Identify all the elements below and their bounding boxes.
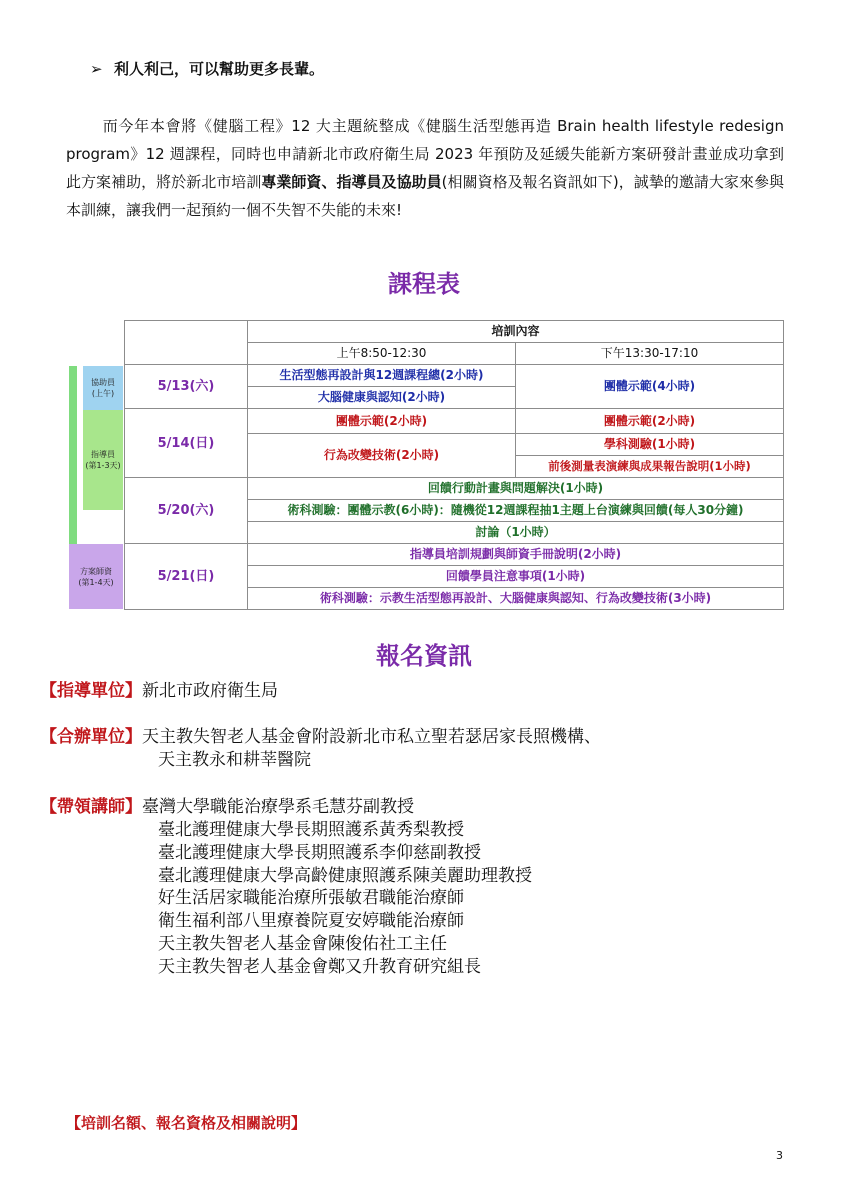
table-corner xyxy=(125,321,248,365)
header-training-content: 培訓內容 xyxy=(248,321,784,343)
date-5-14: 5/14(日) xyxy=(125,409,248,478)
guide-unit-value: 新北市政府衛生局 xyxy=(142,681,278,701)
d2-am-2: 行為改變技術(2小時) xyxy=(248,434,516,478)
guide-unit-tag: 【指導單位】 xyxy=(40,681,142,701)
band-assistant-label: 協助員 (上午) xyxy=(83,366,123,410)
header-afternoon: 下午13:30-17:10 xyxy=(516,343,784,365)
lecturer-item: 臺灣大學職能治療學系毛慧芬副教授 xyxy=(142,797,414,817)
intro-text-2: (相關資格及報名資訊如下)，誠摯的邀請大家來參與本訓練，讓我們一起預約一個不失智不失能的未來! xyxy=(66,173,784,219)
band-program-teacher xyxy=(69,544,123,609)
co-organizer-line-1: 天主教失智老人基金會附設新北市私立聖若瑟居家長照機構、 xyxy=(142,727,601,747)
d4-row-2: 回饋學員注意事項(1小時) xyxy=(248,566,784,588)
band-instructor-label: 指導員 (第1-3天) xyxy=(83,410,123,510)
lecturer-item: 天主教失智老人基金會鄭又升教育研究組長 xyxy=(158,957,481,977)
header-morning: 上午8:50-12:30 xyxy=(248,343,516,365)
registration-title: 報名資訊 xyxy=(376,642,472,670)
d2-pm-1: 團體示範(2小時) xyxy=(516,409,784,434)
co-organizer-line-2: 天主教永和耕莘醫院 xyxy=(158,750,311,770)
lecturer-item: 臺北護理健康大學長期照護系黃秀梨教授 xyxy=(158,820,464,840)
d3-row-2: 術科測驗：團體示教(6小時)：隨機從12週課程抽1主題上台演練與回饋(每人30分鐘) xyxy=(248,500,784,522)
page-number: 3 xyxy=(776,1149,783,1162)
lecturers-tag: 【帶領講師】 xyxy=(40,797,142,817)
d2-pm-3: 前後測量表演練與成果報告說明(1小時) xyxy=(516,456,784,478)
lecturer-item: 天主教失智老人基金會陳俊佑社工主任 xyxy=(158,934,447,954)
d2-am-1: 團體示範(2小時) xyxy=(248,409,516,434)
band-assistant xyxy=(69,366,123,410)
guide-unit xyxy=(40,680,278,702)
lecturer-item: 臺北護理健康大學高齡健康照護系陳美麗助理教授 xyxy=(158,866,532,886)
schedule-title: 課程表 xyxy=(388,270,460,298)
co-organizer-tag: 【合辦單位】 xyxy=(40,727,142,747)
lecturer-item: 臺北護理健康大學長期照護系李仰慈副教授 xyxy=(158,843,481,863)
co-organizer xyxy=(40,726,601,748)
date-5-13: 5/13(六) xyxy=(125,365,248,409)
bullet-line xyxy=(90,58,324,79)
arrow-bullet-icon: ➢ xyxy=(90,60,103,78)
band-instructor xyxy=(69,410,123,544)
d3-row-1: 回饋行動計畫與問題解決(1小時) xyxy=(248,478,784,500)
band-program-teacher-label: 方案師資 (第1-4天) xyxy=(69,544,123,609)
lecturers xyxy=(40,796,414,818)
lecturer-item: 衛生福利部八里療養院夏安婷職能治療師 xyxy=(158,911,464,931)
lecturer-item: 好生活居家職能治療所張敏君職能治療師 xyxy=(158,888,464,908)
d1-am-1: 生活型態再設計與12週課程總(2小時) xyxy=(248,365,516,387)
d3-row-3: 討論（1小時） xyxy=(248,522,784,544)
training-info-heading: 【培訓名額、報名資格及相關說明】 xyxy=(66,1114,307,1132)
d4-row-3: 術科測驗：示教生活型態再設計、大腦健康與認知、行為改變技術(3小時) xyxy=(248,588,784,610)
d2-pm-2: 學科測驗(1小時) xyxy=(516,434,784,456)
schedule-table xyxy=(124,320,784,610)
d4-row-1: 指導員培訓規劃與師資手冊說明(2小時) xyxy=(248,544,784,566)
intro-bold-text: 專業師資、指導員及協助員 xyxy=(261,173,442,191)
date-5-21: 5/21(日) xyxy=(125,544,248,610)
intro-paragraph xyxy=(66,112,784,224)
intro-text-1: 而今年本會將《健腦工程》12 大主題統整成《健腦生活型態再造 Brain health lifestyle redesign program》12 週課程，同時也申請新北市政府衛生局 2023 年預防及延緩失能新方案研發計畫並成功拿到此方案補助，將於新北市培訓 xyxy=(66,117,784,191)
date-5-20: 5/20(六) xyxy=(125,478,248,544)
d1-pm: 團體示範(4小時) xyxy=(516,365,784,409)
d1-am-2: 大腦健康與認知(2小時) xyxy=(248,387,516,409)
bullet-text: 利人利己，可以幫助更多長輩。 xyxy=(114,60,325,78)
